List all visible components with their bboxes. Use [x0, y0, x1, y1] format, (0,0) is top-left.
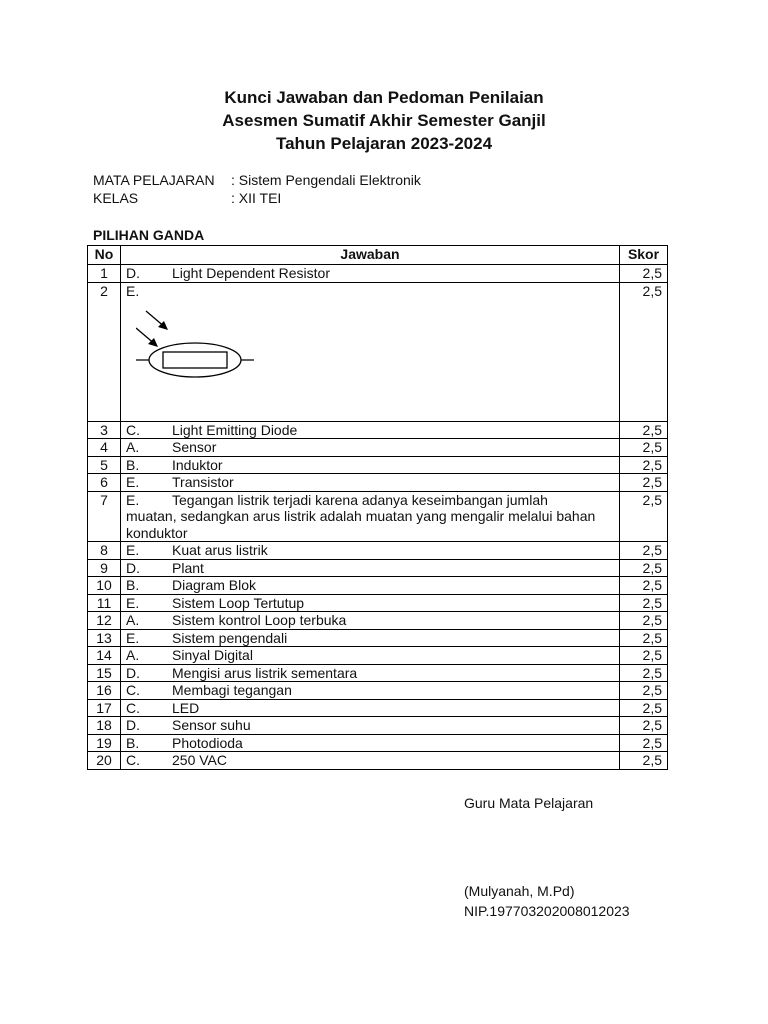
document-title-line-3: Tahun Pelajaran 2023-2024 — [275, 134, 493, 153]
answer-option: D. — [126, 717, 140, 733]
answer-text: Sistem kontrol Loop terbuka — [172, 612, 347, 628]
table-row — [88, 456, 668, 474]
table-row — [88, 265, 668, 283]
row-score: 2,5 — [620, 421, 668, 439]
answer-text: Membagi tegangan — [172, 682, 292, 698]
row-number: 10 — [88, 577, 121, 595]
row-answer — [121, 717, 620, 735]
answer-text: Kuat arus listrik — [172, 542, 268, 558]
table-row — [88, 282, 668, 421]
subject-value: : Sistem Pengendali Elektronik — [231, 172, 421, 188]
row-answer — [121, 421, 620, 439]
table-row — [88, 664, 668, 682]
header-jawaban: Jawaban — [121, 246, 620, 265]
answer-option: E. — [126, 542, 140, 558]
row-number: 17 — [88, 699, 121, 717]
section-title: PILIHAN GANDA — [93, 227, 205, 243]
table-row — [88, 594, 668, 612]
table-row — [88, 734, 668, 752]
row-score: 2,5 — [620, 647, 668, 665]
answer-option: A. — [126, 612, 140, 628]
answer-option: C. — [126, 699, 140, 716]
row-score: 2,5 — [620, 612, 668, 630]
table-row — [88, 717, 668, 735]
row-number: 14 — [88, 647, 121, 665]
answer-text: Sensor suhu — [172, 717, 251, 733]
subject-label: MATA PELAJARAN — [93, 172, 215, 188]
row-score: 2,5 — [620, 439, 668, 457]
answer-option: B. — [126, 734, 140, 751]
answer-text: Sistem Loop Tertutup — [172, 594, 305, 611]
answer-text: Plant — [172, 559, 204, 576]
row-answer — [121, 265, 620, 283]
row-number: 8 — [88, 542, 121, 560]
row-answer — [121, 474, 620, 492]
row-number: 6 — [88, 474, 121, 492]
row-number: 15 — [88, 664, 121, 682]
answer-option: D. — [126, 559, 140, 576]
row-answer — [121, 594, 620, 612]
table-row — [88, 474, 668, 492]
row-number: 19 — [88, 734, 121, 752]
answer-option: C. — [126, 421, 140, 438]
document-title-line-1: Kunci Jawaban dan Pedoman Penilaian — [224, 88, 544, 107]
row-answer — [121, 752, 620, 770]
row-score: 2,5 — [620, 752, 668, 770]
table-row — [88, 577, 668, 595]
answer-text: Sinyal Digital — [172, 647, 253, 663]
answer-option: E. — [126, 491, 140, 508]
table-row — [88, 542, 668, 560]
row-score: 2,5 — [620, 456, 668, 474]
row-score: 2,5 — [620, 265, 668, 283]
answer-text: Diagram Blok — [172, 577, 257, 593]
answer-text: 250 VAC — [172, 752, 227, 768]
header-no: No — [88, 246, 121, 265]
row-answer — [121, 629, 620, 647]
row-answer — [121, 612, 620, 630]
row-number: 1 — [88, 265, 121, 283]
answer-text: Light Emitting Diode — [172, 421, 298, 438]
signature-nip: NIP.197703202008012023 — [464, 903, 630, 919]
row-answer — [121, 491, 620, 542]
row-number: 13 — [88, 629, 121, 647]
answer-option: B. — [126, 456, 140, 473]
row-score: 2,5 — [620, 594, 668, 612]
class-label: KELAS — [93, 190, 139, 206]
row-score: 2,5 — [620, 282, 668, 421]
row-number: 16 — [88, 682, 121, 700]
document-title-line-2: Asesmen Sumatif Akhir Semester Ganjil — [222, 111, 546, 130]
table-row — [88, 682, 668, 700]
answer-option: E. — [126, 282, 140, 299]
subject-row — [93, 171, 421, 189]
row-answer — [121, 682, 620, 700]
answer-text: Sensor — [172, 439, 217, 455]
answer-option: D. — [126, 664, 140, 681]
answer-text-continued: muatan, sedangkan arus listrik adalah muatan yang mengalir melalui bahan konduktor — [126, 508, 596, 541]
answer-option: E. — [126, 594, 140, 611]
row-score: 2,5 — [620, 577, 668, 595]
table-row — [88, 752, 668, 770]
row-number: 4 — [88, 439, 121, 457]
table-row — [88, 612, 668, 630]
answer-text: Sistem pengendali — [172, 629, 288, 646]
header-skor: Skor — [620, 246, 668, 265]
row-score: 2,5 — [620, 717, 668, 735]
table-row — [88, 421, 668, 439]
row-answer — [121, 439, 620, 457]
answer-option: A. — [126, 647, 140, 663]
row-number: 18 — [88, 717, 121, 735]
answer-option: E. — [126, 629, 140, 646]
answer-text: Mengisi arus listrik sementara — [172, 664, 358, 681]
row-answer — [121, 456, 620, 474]
answer-text: LED — [172, 699, 200, 716]
row-score: 2,5 — [620, 559, 668, 577]
table-row — [88, 647, 668, 665]
row-number: 20 — [88, 752, 121, 770]
answer-table — [87, 245, 668, 770]
answer-text: Tegangan listrik terjadi karena adanya keseimbangan jumlah — [172, 491, 548, 508]
table-row — [88, 491, 668, 542]
row-answer — [121, 664, 620, 682]
answer-text: Induktor — [172, 456, 223, 473]
answer-option: D. — [126, 265, 140, 281]
row-number: 7 — [88, 491, 121, 542]
row-score: 2,5 — [620, 542, 668, 560]
row-answer — [121, 282, 620, 421]
signature-name: (Mulyanah, M.Pd) — [464, 883, 575, 899]
signature-role: Guru Mata Pelajaran — [464, 795, 594, 811]
row-score: 2,5 — [620, 664, 668, 682]
row-score: 2,5 — [620, 734, 668, 752]
row-answer — [121, 542, 620, 560]
row-number: 11 — [88, 594, 121, 612]
class-value: : XII TEI — [231, 190, 282, 206]
row-score: 2,5 — [620, 682, 668, 700]
row-score: 2,5 — [620, 491, 668, 542]
table-header-row — [88, 246, 668, 265]
answer-option: C. — [126, 752, 140, 768]
row-answer — [121, 734, 620, 752]
row-number: 9 — [88, 559, 121, 577]
row-score: 2,5 — [620, 474, 668, 492]
row-answer — [121, 577, 620, 595]
ldr-symbol-icon — [136, 308, 614, 382]
table-row — [88, 629, 668, 647]
answer-text: Transistor — [172, 474, 234, 490]
row-number: 2 — [88, 282, 121, 421]
row-answer — [121, 699, 620, 717]
table-row — [88, 439, 668, 457]
class-row — [93, 189, 281, 207]
table-row — [88, 699, 668, 717]
answer-option: E. — [126, 474, 140, 490]
answer-option: A. — [126, 439, 140, 455]
row-answer — [121, 559, 620, 577]
answer-option: C. — [126, 682, 140, 698]
answer-text: Light Dependent Resistor — [172, 265, 330, 281]
table-row — [88, 559, 668, 577]
answer-text: Photodioda — [172, 734, 243, 751]
row-number: 5 — [88, 456, 121, 474]
row-score: 2,5 — [620, 699, 668, 717]
row-answer — [121, 647, 620, 665]
row-number: 12 — [88, 612, 121, 630]
row-score: 2,5 — [620, 629, 668, 647]
row-number: 3 — [88, 421, 121, 439]
answer-option: B. — [126, 577, 140, 593]
